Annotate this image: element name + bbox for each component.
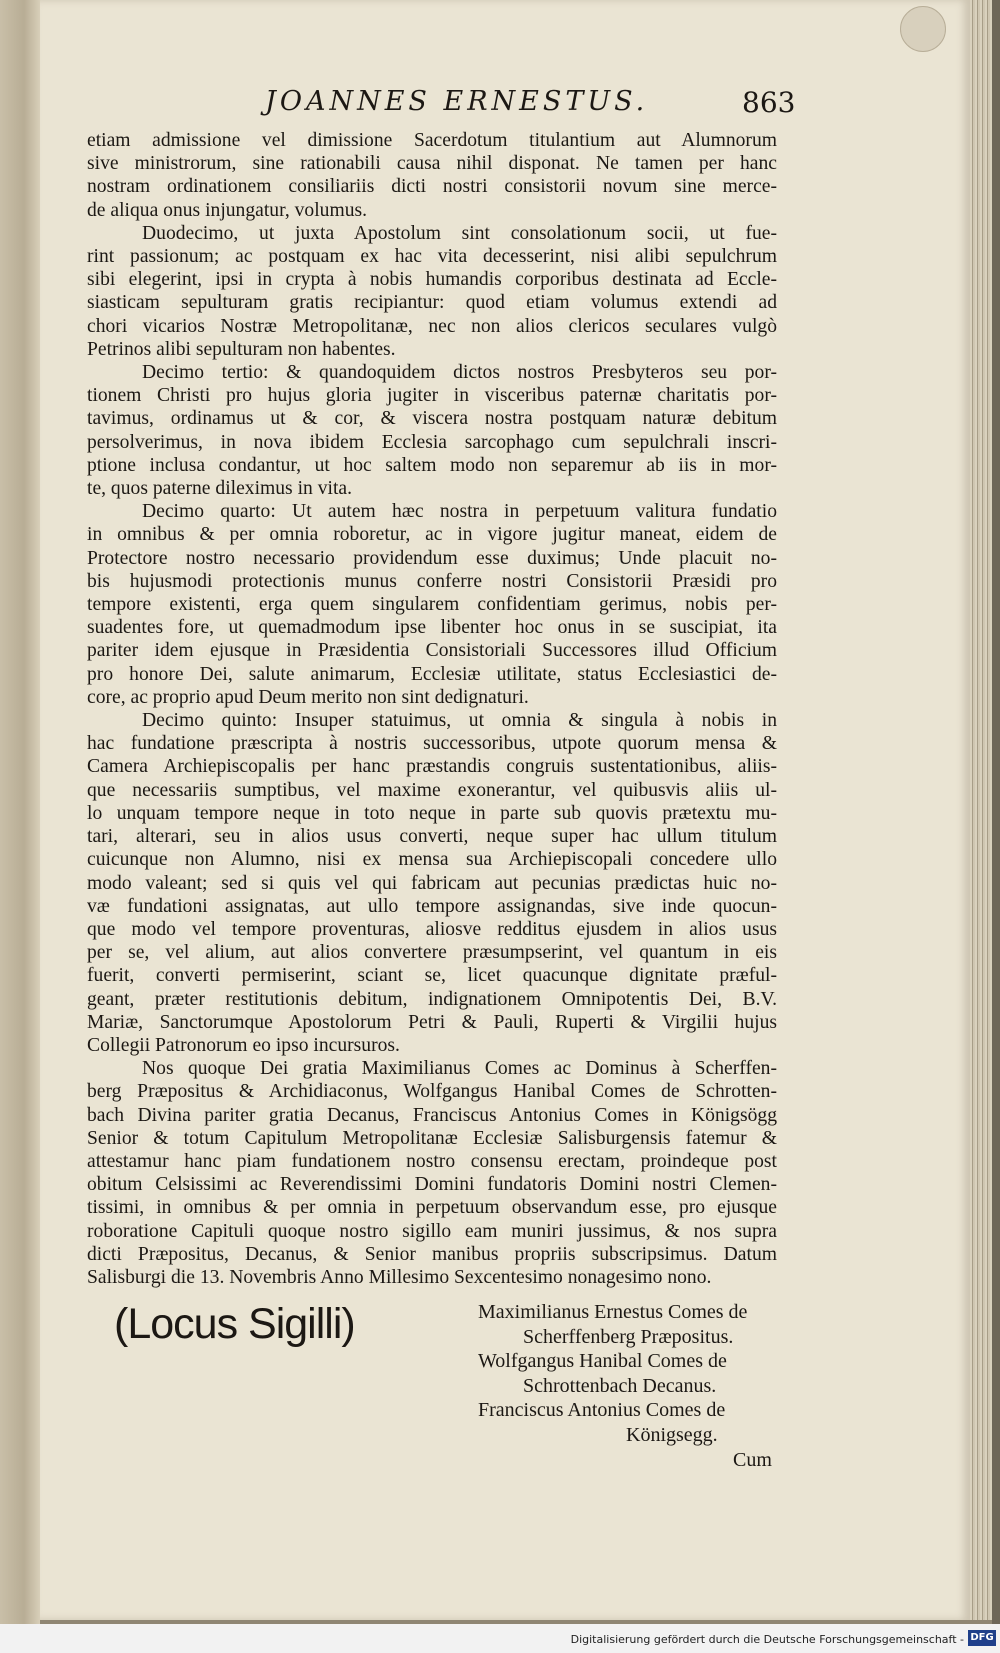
text-line: tempore existenti, erga quem singularem confidentiam gerimus, nobis per- — [87, 594, 777, 616]
text-line: lo unquam tempore neque in toto neque in parte sub quovis prætextu mu- — [87, 802, 777, 824]
text-line: bis hujusmodi protectionis munus conferre nostri Consistorii Præsidi pro — [87, 570, 777, 592]
text-line: que modo vel tempore proventuras, aliosve redditus ejusdem in alios usus — [87, 918, 777, 940]
text-line: Collegii Patronorum eo ipso incursuros. — [87, 1034, 400, 1056]
running-head: JOANNES ERNESTUS. — [265, 86, 649, 117]
text-line: Nos quoque Dei gratia Maximilianus Comes ac Dominus à Scherffen- — [142, 1058, 777, 1080]
text-line: ptione inclusa condantur, ut hoc saltem modo non separemur ab iis in mor- — [87, 454, 777, 476]
signature-title: Schrottenbach Decanus. — [523, 1374, 717, 1397]
text-line: per se, vel alium, aut alios convertere præsumpserint, vel quantum in eis — [87, 942, 777, 964]
text-line: siasticam sepulturam gratis recipiantur: quod etiam volumus extendi ad — [87, 292, 777, 314]
page-corner — [900, 6, 946, 52]
catchword: Cum — [733, 1449, 772, 1471]
background-strip — [992, 0, 1000, 1653]
text-line: dicti Præpositus, Decanus, & Senior manibus propriis subscripsimus. Datum — [87, 1243, 777, 1265]
text-line: tissimi, in omnibus & per omnia in perpetuum observandum esse, pro ejusque — [87, 1197, 777, 1219]
text-line: etiam admissione vel dimissione Sacerdotum titulantium aut Alumnorum — [87, 130, 777, 151]
text-line: chori vicarios Nostræ Metropolitanæ, nec non alios clericos seculares vulgò — [87, 315, 777, 337]
text-line: pariter idem ejusque in Præsidentia Consistoriali Successores illud Officium — [87, 640, 777, 662]
text-line: Duodecimo, ut juxta Apostolum sint consolationum socii, ut fue- — [142, 222, 777, 244]
text-line: tionem Christi pro hujus gloria jugiter in visceribus paternæ charitatis por- — [87, 385, 777, 407]
text-line: tavimus, ordinamus ut & cor, & viscera nostra postquam naturæ debitum — [87, 408, 777, 430]
body-text — [87, 129, 777, 1289]
text-line: bach Divina pariter gratia Decanus, Franciscus Antonius Comes in Königsögg — [87, 1104, 777, 1126]
text-line: in omnibus & per omnia roboretur, ac in vigore jugitur maneat, eidem de — [87, 524, 777, 546]
text-line: te, quos paterne dileximus in vita. — [87, 478, 353, 500]
text-line: tari, alterari, seu in alios usus converti, neque super hac ullum titulum — [87, 826, 777, 848]
text-line: Camera Archiepiscopalis per hanc præstandis congruis sustentationibus, aliis- — [87, 756, 777, 778]
text-line: Protectore nostro necessario providendum esse duximus; Unde placuit no- — [87, 547, 777, 569]
signatures — [478, 1300, 783, 1447]
signature-title: Scherffenberg Præpositus. — [523, 1325, 734, 1348]
text-line: rint passionum; ac postquam ex hac vita decesserint, nisi alibi sepulchrum — [87, 246, 777, 268]
text-line: Senior & totum Capitulum Metropolitanæ Ecclesiæ Salisburgensis fatemur & — [87, 1127, 777, 1149]
signature-block — [478, 1300, 783, 1349]
text-line: sive ministrorum, sine rationabili causa nihil disponat. Ne tamen per hanc — [87, 153, 777, 175]
signature-block — [478, 1398, 783, 1447]
seal-placeholder: (Locus Sigilli) — [114, 1300, 355, 1348]
text-line: modo valeant; sed si quis vel qui fabricam aut pecunias prædictas huic no- — [87, 872, 777, 894]
text-line: obitum Celsissimi ac Reverendissimi Domini fundatoris Domini nostri Clemen- — [87, 1174, 777, 1196]
text-line: cuicunque non Alumno, nisi ex mensa sua Archiepiscopali concedere ullo — [87, 849, 777, 871]
text-line: pro honore Dei, salute animarum, Ecclesiæ utilitate, status Ecclesiastici de- — [87, 663, 777, 685]
text-line: geant, præter restitutionis debitum, indignationem Omnipotentis Dei, B.V. — [87, 988, 777, 1010]
signature-name: Wolfgangus Hanibal Comes de — [478, 1350, 727, 1372]
digitization-credit: Digitalisierung gefördert durch die Deutsche Forschungsgemeinschaft - — [570, 1633, 964, 1646]
text-line: berg Præpositus & Archidiaconus, Wolfgangus Hanibal Comes de Schrotten- — [87, 1081, 777, 1103]
dfg-logo: DFG — [968, 1630, 996, 1646]
text-line: fuerit, converti permiserint, sciant se, licet quacunque dignitate præful- — [87, 965, 777, 987]
page-number: 863 — [742, 86, 796, 119]
page-edge — [970, 0, 992, 1620]
text-line: nostram ordinationem consiliariis dicti nostri consistorii novum sine merce- — [87, 176, 777, 198]
text-line: Mariæ, Sanctorumque Apostolorum Petri & Pauli, Ruperti & Virgilii hujus — [87, 1011, 777, 1033]
text-line: sibi elegerint, ipsi in crypta à nobis humandis corporibus destinata ad Eccle- — [87, 269, 777, 291]
text-line: Decimo quarto: Ut autem hæc nostra in perpetuum valitura fundatio — [142, 501, 777, 523]
text-line: Decimo quinto: Insuper statuimus, ut omnia & singula à nobis in — [142, 710, 777, 732]
text-line: hac fundatione præscripta à nostris successoribus, utpote quorum mensa & — [87, 733, 777, 755]
text-line: de aliqua onus injungatur, volumus. — [87, 199, 368, 221]
text-line: væ fundationi assignatas, aut ullo tempore assignandas, sive inde quocun- — [87, 895, 777, 917]
text-line: que necessariis sumptibus, vel maxime exonerantur, vel quibusvis aliis ul- — [87, 779, 777, 801]
text-line: suadentes fore, ut quemadmodum ipse libenter hoc onus in se suscipiat, ita — [87, 617, 777, 639]
signature-title: Königsegg. — [626, 1423, 718, 1446]
text-line: attestamur hanc piam fundationem nostro consensu erectam, proindeque post — [87, 1150, 777, 1172]
text-line: Petrinos alibi sepulturam non habentes. — [87, 338, 396, 360]
signature-block — [478, 1349, 783, 1398]
text-line: persolverimus, in nova ibidem Ecclesia sarcophago cum sepulchrali inscri- — [87, 431, 777, 453]
text-line: core, ac proprio apud Deum merito non sint dedignaturi. — [87, 686, 529, 708]
previous-page-margin — [0, 0, 40, 1653]
signature-name: Maximilianus Ernestus Comes de — [478, 1301, 748, 1323]
text-line: roboratione Capituli quoque nostro sigillo eam muniri jussimus, & nos supra — [87, 1220, 777, 1242]
text-line: Salisburgi die 13. Novembris Anno Millesimo Sexcentesimo nonagesimo nono. — [87, 1266, 712, 1288]
text-line: Decimo tertio: & quandoquidem dictos nostros Presbyteros seu por- — [142, 362, 777, 384]
signature-name: Franciscus Antonius Comes de — [478, 1399, 726, 1421]
